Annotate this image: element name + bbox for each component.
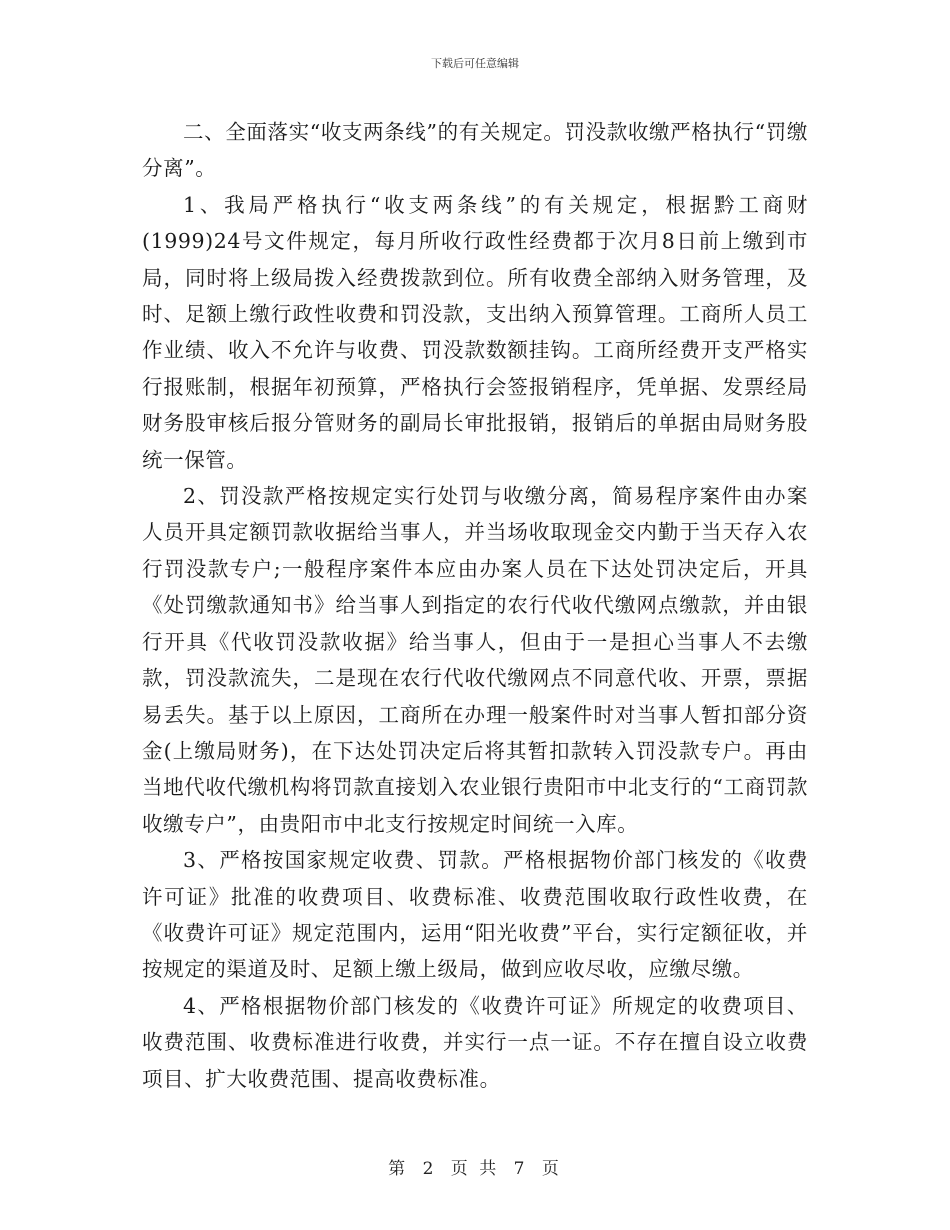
document-body bbox=[142, 114, 808, 1097]
footer-prefix: 第 bbox=[388, 1159, 409, 1179]
paragraph-item-1: 1、我局严格执行“收支两条线”的有关规定，根据黔工商财(1999)24号文件规定，每月所收行政性经费都于次月8日前上缴到市局，同时将上级局拨入经费拨款到位。所有收费全部纳入财务管理，及时、足额上缴行政性收费和罚没款，支出纳入预算管理。工商所人员工作业绩、收入不允许与收费、罚没款数额挂钩。工商所经费开支严格实行报账制，根据年初预算，严格执行会签报销程序，凭单据、发票经局财务股审核后报分管财务的副局长审批报销，报销后的单据由局财务股统一保管。 bbox=[142, 192, 808, 472]
current-page-number: 2 bbox=[422, 1159, 437, 1179]
page-header: 下载后可任意编辑 bbox=[431, 57, 519, 70]
footer-middle: 页 共 bbox=[450, 1159, 500, 1179]
paragraph-item-3: 3、严格按国家规定收费、罚款。严格根据物价部门核发的《收费许可证》批准的收费项目、收费标准、收费范围收取行政性收费，在《收费许可证》规定范围内，运用“阳光收费”平台，实行定额征收，并按规定的渠道及时、足额上缴上级局，做到应收尽收，应缴尽缴。 bbox=[142, 848, 808, 982]
total-page-count: 7 bbox=[513, 1159, 528, 1179]
footer-suffix: 页 bbox=[541, 1159, 562, 1179]
paragraph-section-2-heading: 二、全面落实“收支两条线”的有关规定。罚没款收缴严格执行“罚缴分离”。 bbox=[142, 120, 808, 181]
page-footer bbox=[0, 1154, 950, 1179]
paragraph-item-4: 4、严格根据物价部门核发的《收费许可证》所规定的收费项目、收费范围、收费标准进行收费，并实行一点一证。不存在擅自设立收费项目、扩大收费范围、提高收费标准。 bbox=[142, 993, 808, 1091]
paragraph-item-2: 2、罚没款严格按规定实行处罚与收缴分离，简易程序案件由办案人员开具定额罚款收据给当事人，并当场收取现金交内勤于当天存入农行罚没款专户;一般程序案件本应由办案人员在下达处罚决定后，开具《处罚缴款通知书》给当事人到指定的农行代收代缴网点缴款，并由银行开具《代收罚没款收据》给当事人，但由于一是担心当事人不去缴款，罚没款流失，二是现在农行代收代缴网点不同意代收、开票，票据易丢失。基于以上原因，工商所在办理一般案件时对当事人暂扣部分资金(上缴局财务)，在下达处罚决定后将其暂扣款转入罚没款专户。再由当地代收代缴机构将罚款直接划入农业银行贵阳市中北支行的“工商罚款收缴专户”，由贵阳市中北支行按规定时间统一入库。 bbox=[142, 484, 808, 836]
